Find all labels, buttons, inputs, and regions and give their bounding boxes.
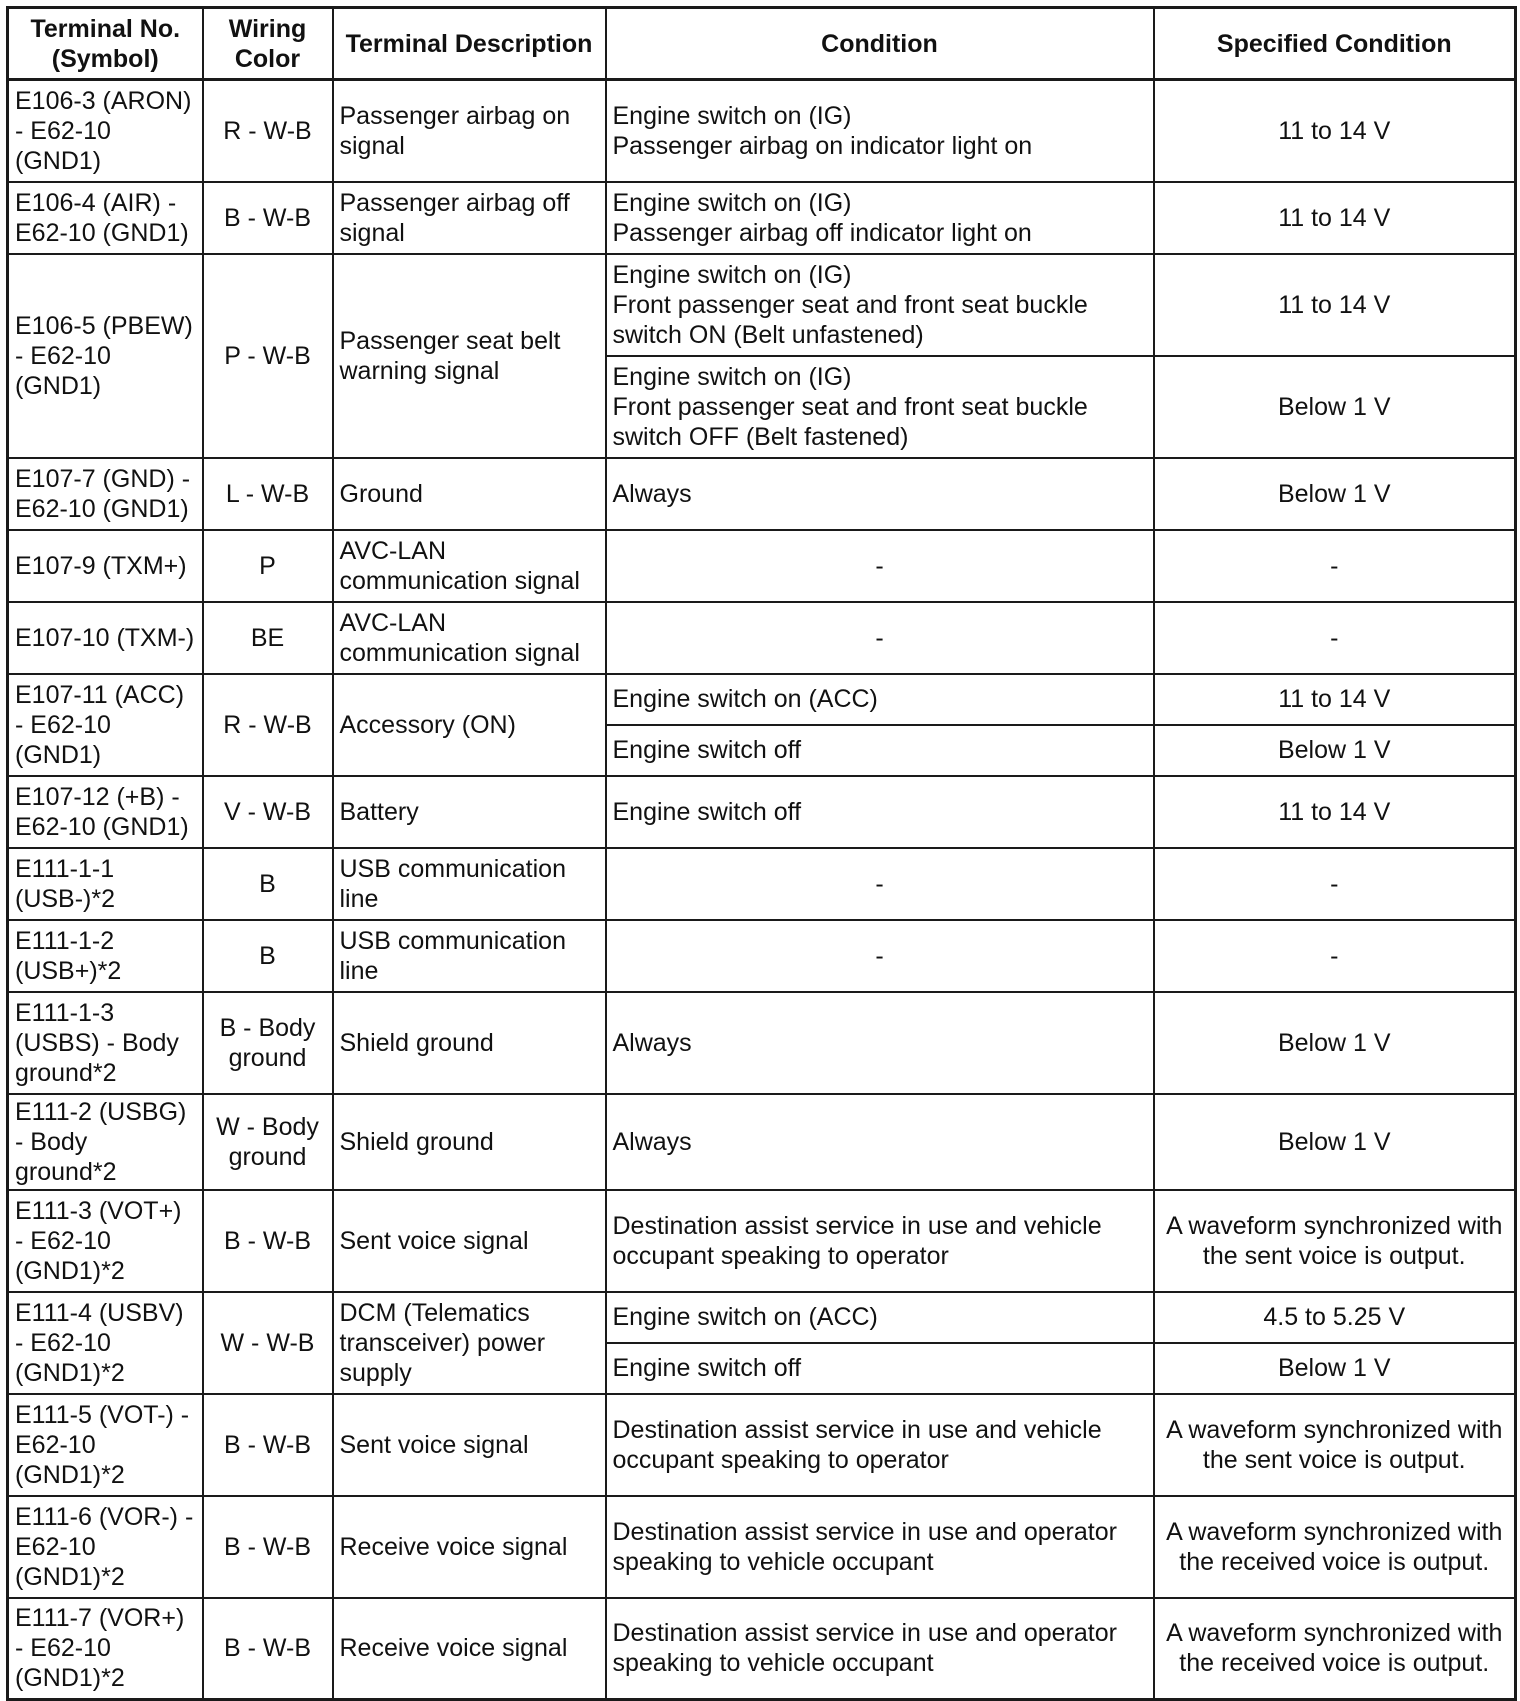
description-cell: Receive voice signal xyxy=(333,1598,606,1700)
table-row xyxy=(8,674,1516,725)
description-cell: AVC-LAN communication signal xyxy=(333,602,606,674)
condition-cell: - xyxy=(606,920,1154,992)
condition-cell: Engine switch off xyxy=(606,1343,1154,1394)
wiring-color-cell: B - W-B xyxy=(203,1394,333,1496)
condition-cell: - xyxy=(606,530,1154,602)
table-row xyxy=(8,458,1516,530)
header-terminal-no: Terminal No. (Symbol) xyxy=(8,8,203,80)
terminal-cell: E111-3 (VOT+) - E62-10 (GND1)*2 xyxy=(8,1190,203,1292)
specified-condition-cell: Below 1 V xyxy=(1154,1343,1516,1394)
condition-cell: Engine switch on (IG) Passenger airbag off indicator light on xyxy=(606,182,1154,254)
specified-condition-cell: A waveform synchronized with the sent voice is output. xyxy=(1154,1190,1516,1292)
condition-cell: - xyxy=(606,602,1154,674)
wiring-color-cell: P - W-B xyxy=(203,254,333,458)
wiring-color-cell: L - W-B xyxy=(203,458,333,530)
wiring-color-cell: BE xyxy=(203,602,333,674)
specified-condition-cell: A waveform synchronized with the received voice is output. xyxy=(1154,1598,1516,1700)
condition-cell: Engine switch on (IG) Front passenger seat and front seat buckle switch OFF (Belt fastened) xyxy=(606,356,1154,458)
wiring-color-cell: B - W-B xyxy=(203,182,333,254)
specified-condition-cell: Below 1 V xyxy=(1154,725,1516,776)
wiring-color-cell: B - W-B xyxy=(203,1598,333,1700)
table-row xyxy=(8,530,1516,602)
terminal-cell: E111-1-2 (USB+)*2 xyxy=(8,920,203,992)
condition-cell: Destination assist service in use and vehicle occupant speaking to operator xyxy=(606,1394,1154,1496)
specified-condition-cell: - xyxy=(1154,602,1516,674)
wiring-color-cell: B - W-B xyxy=(203,1496,333,1598)
description-cell: Accessory (ON) xyxy=(333,674,606,776)
terminal-cell: E106-3 (ARON) - E62-10 (GND1) xyxy=(8,80,203,182)
terminal-cell: E107-12 (+B) - E62-10 (GND1) xyxy=(8,776,203,848)
table-row xyxy=(8,1094,1516,1190)
specified-condition-cell: - xyxy=(1154,920,1516,992)
description-cell: Passenger airbag off signal xyxy=(333,182,606,254)
terminal-cell: E111-5 (VOT-) - E62-10 (GND1)*2 xyxy=(8,1394,203,1496)
specified-condition-cell: Below 1 V xyxy=(1154,992,1516,1094)
table-row xyxy=(8,1190,1516,1292)
table-row xyxy=(8,1598,1516,1700)
condition-cell: Engine switch off xyxy=(606,776,1154,848)
wiring-color-cell: P xyxy=(203,530,333,602)
description-cell: Sent voice signal xyxy=(333,1394,606,1496)
condition-cell: Destination assist service in use and operator speaking to vehicle occupant xyxy=(606,1496,1154,1598)
terminal-cell: E111-1-3 (USBS) - Body ground*2 xyxy=(8,992,203,1094)
table-row xyxy=(8,80,1516,182)
specified-condition-cell: 11 to 14 V xyxy=(1154,254,1516,356)
table-row xyxy=(8,1394,1516,1496)
wiring-color-cell: W - W-B xyxy=(203,1292,333,1394)
specified-condition-cell: Below 1 V xyxy=(1154,1094,1516,1190)
wiring-color-cell: R - W-B xyxy=(203,80,333,182)
table-row xyxy=(8,1496,1516,1598)
table-row xyxy=(8,602,1516,674)
condition-cell: Engine switch on (ACC) xyxy=(606,1292,1154,1343)
description-cell: USB communication line xyxy=(333,920,606,992)
condition-cell: Engine switch off xyxy=(606,725,1154,776)
header-specified-condition: Specified Condition xyxy=(1154,8,1516,80)
terminal-cell: E107-7 (GND) - E62-10 (GND1) xyxy=(8,458,203,530)
wiring-color-cell: B xyxy=(203,848,333,920)
header-row xyxy=(8,8,1516,80)
description-cell: USB communication line xyxy=(333,848,606,920)
condition-cell: Destination assist service in use and operator speaking to vehicle occupant xyxy=(606,1598,1154,1700)
specified-condition-cell: - xyxy=(1154,530,1516,602)
description-cell: AVC-LAN communication signal xyxy=(333,530,606,602)
specified-condition-cell: - xyxy=(1154,848,1516,920)
terminal-cell: E107-11 (ACC) - E62-10 (GND1) xyxy=(8,674,203,776)
table-row xyxy=(8,920,1516,992)
specified-condition-cell: 11 to 14 V xyxy=(1154,182,1516,254)
specified-condition-cell: Below 1 V xyxy=(1154,356,1516,458)
terminal-spec-table xyxy=(6,6,1517,1701)
specified-condition-cell: 11 to 14 V xyxy=(1154,674,1516,725)
terminal-cell: E111-2 (USBG) - Body ground*2 xyxy=(8,1094,203,1190)
wiring-color-cell: W - Body ground xyxy=(203,1094,333,1190)
header-wiring-color: Wiring Color xyxy=(203,8,333,80)
terminal-cell: E111-6 (VOR-) - E62-10 (GND1)*2 xyxy=(8,1496,203,1598)
description-cell: Shield ground xyxy=(333,992,606,1094)
wiring-color-cell: B - W-B xyxy=(203,1190,333,1292)
header-condition: Condition xyxy=(606,8,1154,80)
header-terminal-description: Terminal Description xyxy=(333,8,606,80)
condition-cell: Engine switch on (IG) Passenger airbag on indicator light on xyxy=(606,80,1154,182)
wiring-color-cell: V - W-B xyxy=(203,776,333,848)
terminal-cell: E106-5 (PBEW) - E62-10 (GND1) xyxy=(8,254,203,458)
table-row xyxy=(8,776,1516,848)
description-cell: Shield ground xyxy=(333,1094,606,1190)
terminal-cell: E107-10 (TXM-) xyxy=(8,602,203,674)
condition-cell: Always xyxy=(606,992,1154,1094)
terminal-cell: E111-4 (USBV) - E62-10 (GND1)*2 xyxy=(8,1292,203,1394)
description-cell: Passenger seat belt warning signal xyxy=(333,254,606,458)
condition-cell: Engine switch on (ACC) xyxy=(606,674,1154,725)
specified-condition-cell: A waveform synchronized with the sent voice is output. xyxy=(1154,1394,1516,1496)
specified-condition-cell: 4.5 to 5.25 V xyxy=(1154,1292,1516,1343)
table-row xyxy=(8,254,1516,356)
table-row xyxy=(8,1292,1516,1343)
condition-cell: Destination assist service in use and vehicle occupant speaking to operator xyxy=(606,1190,1154,1292)
description-cell: Receive voice signal xyxy=(333,1496,606,1598)
specified-condition-cell: 11 to 14 V xyxy=(1154,80,1516,182)
specified-condition-cell: 11 to 14 V xyxy=(1154,776,1516,848)
table-row xyxy=(8,848,1516,920)
wiring-color-cell: B xyxy=(203,920,333,992)
description-cell: Battery xyxy=(333,776,606,848)
condition-cell: Always xyxy=(606,1094,1154,1190)
specified-condition-cell: A waveform synchronized with the received voice is output. xyxy=(1154,1496,1516,1598)
description-cell: Passenger airbag on signal xyxy=(333,80,606,182)
condition-cell: Always xyxy=(606,458,1154,530)
wiring-color-cell: B - Body ground xyxy=(203,992,333,1094)
table-row xyxy=(8,182,1516,254)
condition-cell: - xyxy=(606,848,1154,920)
specified-condition-cell: Below 1 V xyxy=(1154,458,1516,530)
table-row xyxy=(8,992,1516,1094)
description-cell: DCM (Telematics transceiver) power supply xyxy=(333,1292,606,1394)
terminal-cell: E107-9 (TXM+) xyxy=(8,530,203,602)
description-cell: Sent voice signal xyxy=(333,1190,606,1292)
terminal-spec-page xyxy=(6,6,1514,1693)
terminal-cell: E106-4 (AIR) - E62-10 (GND1) xyxy=(8,182,203,254)
description-cell: Ground xyxy=(333,458,606,530)
condition-cell: Engine switch on (IG) Front passenger seat and front seat buckle switch ON (Belt unfastened) xyxy=(606,254,1154,356)
terminal-cell: E111-7 (VOR+) - E62-10 (GND1)*2 xyxy=(8,1598,203,1700)
table-body xyxy=(8,80,1516,1700)
wiring-color-cell: R - W-B xyxy=(203,674,333,776)
terminal-cell: E111-1-1 (USB-)*2 xyxy=(8,848,203,920)
